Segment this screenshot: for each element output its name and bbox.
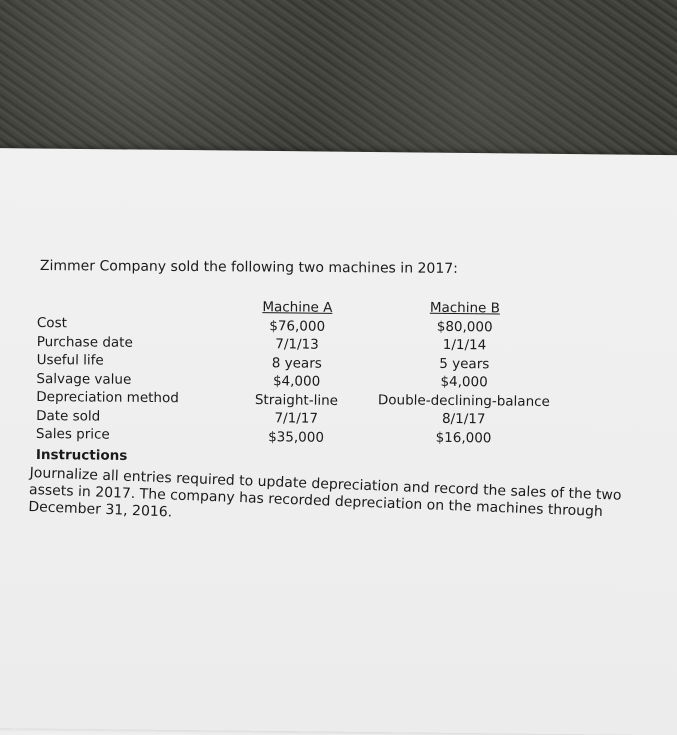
machine-a-cost: $76,000 [269, 317, 326, 335]
machine-a-header: Machine A [262, 299, 333, 316]
intro-text: Zimmer Company sold the following two machines in 2017: [39, 258, 458, 277]
machine-b-header: Machine B [429, 299, 501, 317]
label-sales-price: Sales price [35, 425, 110, 443]
machine-a-salvage-value: $4,000 [272, 373, 321, 390]
machine-a-sales-price: $35,000 [268, 428, 325, 446]
machine-a-column [248, 298, 345, 447]
label-cost: Cost [36, 314, 68, 332]
label-useful-life: Useful life [36, 351, 104, 369]
machine-a-useful-life: 8 years [271, 354, 322, 372]
machine-a-date-sold: 7/1/17 [274, 410, 319, 427]
label-depreciation-method: Depreciation method [36, 388, 179, 407]
instructions-title: Instructions [35, 447, 128, 464]
row-labels [36, 314, 180, 445]
machine-b-purchase-date: 1/1/14 [442, 336, 487, 354]
machine-b-useful-life: 5 years [439, 355, 490, 372]
machine-a-method: Straight-line [254, 391, 339, 409]
machine-a-purchase-date: 7/1/13 [275, 336, 319, 353]
machine-b-date-sold: 8/1/17 [441, 410, 486, 428]
machine-b-salvage-value: $4,000 [440, 373, 488, 391]
label-purchase-date: Purchase date [36, 333, 133, 351]
machine-b-column [358, 298, 570, 448]
instructions-body: Journalize all entries required to update depreciation and record the sales of the two assets in 2017. The company has recorded depreciation on the machines through December 31, 2016. [28, 465, 622, 521]
label-date-sold: Date sold [36, 407, 101, 425]
machine-b-sales-price: $16,000 [435, 429, 492, 446]
machine-b-cost: $80,000 [436, 318, 493, 335]
label-salvage-value: Salvage value [36, 370, 132, 388]
machine-b-method: Double-declining-balance [377, 391, 550, 410]
